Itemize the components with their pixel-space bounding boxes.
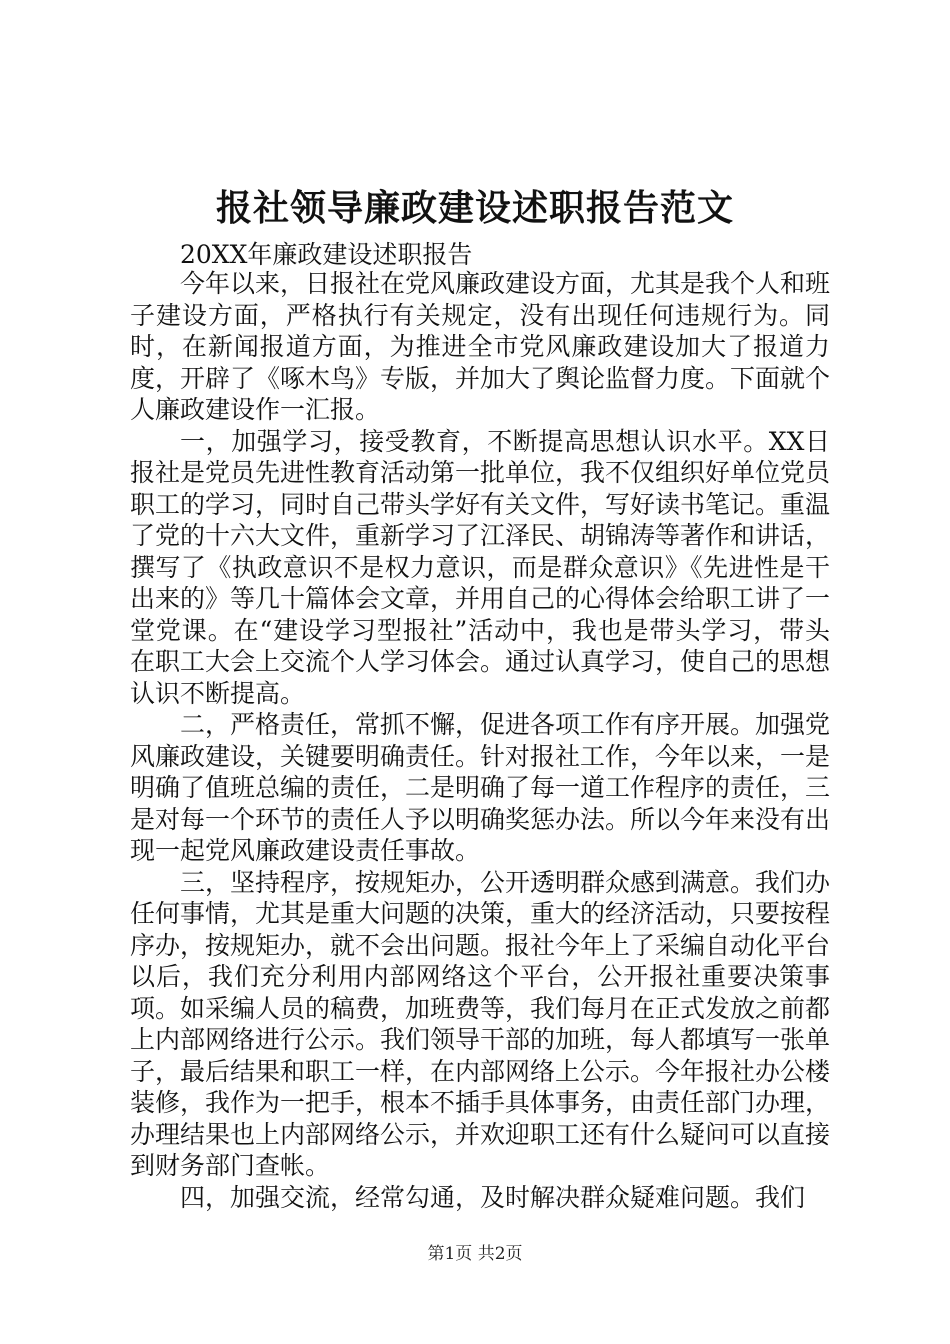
paragraph-section-3: 三，坚持程序，按规矩办，公开透明群众感到满意。我们办任何事情，尤其是重大问题的决策，重大的经济活动，只要按程序办，按规矩办，就不会出问题。报社今年上了采编自动化平台以后，我们充分利用内部网络这个平台，公开报社重要决策事项。如采编人员的稿费，加班费等，我们每月在正式发放之前都上内部网络进行公示。我们领导干部的加班，每人都填写一张单子，最后结果和职工一样，在内部网络上公示。今年报社办公楼装修，我作为一把手，根本不插手具体事务，由责任部门办理，办理结果也上内部网络公示，并欢迎职工还有什么疑问可以直接到财务部门查帐。 [130, 867, 831, 1180]
paragraph-section-4: 四，加强交流，经常勾通，及时解决群众疑难问题。我们 [180, 1182, 806, 1212]
paragraph-section-2: 二，严格责任，常抓不懈，促进各项工作有序开展。加强党风廉政建设，关键要明确责任。针对报社工作，今年以来，一是明确了值班总编的责任，二是明确了每一道工作程序的责任，三是对每一个环节的责任人予以明确奖惩办法。所以今年来没有出现一起党风廉政建设责任事故。 [130, 710, 831, 865]
document-body [130, 268, 830, 1213]
document-subtitle: 20XX年廉政建设述职报告 [180, 240, 473, 269]
paragraph-intro: 今年以来，日报社在党风廉政建设方面，尤其是我个人和班子建设方面，严格执行有关规定，没有出现任何违规行为。同时，在新闻报道方面，为推进全市党风廉政建设加大了报道力度，开辟了《啄木鸟》专版，并加大了舆论监督力度。下面就个人廉政建设作一汇报。 [130, 269, 831, 424]
page-footer: 第1页 共2页 [427, 1244, 523, 1264]
paragraph-section-1: 一，加强学习，接受教育，不断提高思想认识水平。XX日报社是党员先进性教育活动第一批单位，我不仅组织好单位党员职工的学习，同时自己带头学好有关文件，写好读书笔记。重温了党的十六大文件，重新学习了江泽民、胡锦涛等著作和讲话，撰写了《执政意识不是权力意识，而是群众意识》《先进性是干出来的》等几十篇体会文章，并用自己的心得体会给职工讲了一堂党课。在“建设学习型报社”活动中，我也是带头学习，带头在职工大会上交流个人学习体会。通过认真学习，使自己的思想认识不断提高。 [130, 426, 831, 708]
document-title: 报社领导廉政建设述职报告范文 [215, 187, 734, 229]
